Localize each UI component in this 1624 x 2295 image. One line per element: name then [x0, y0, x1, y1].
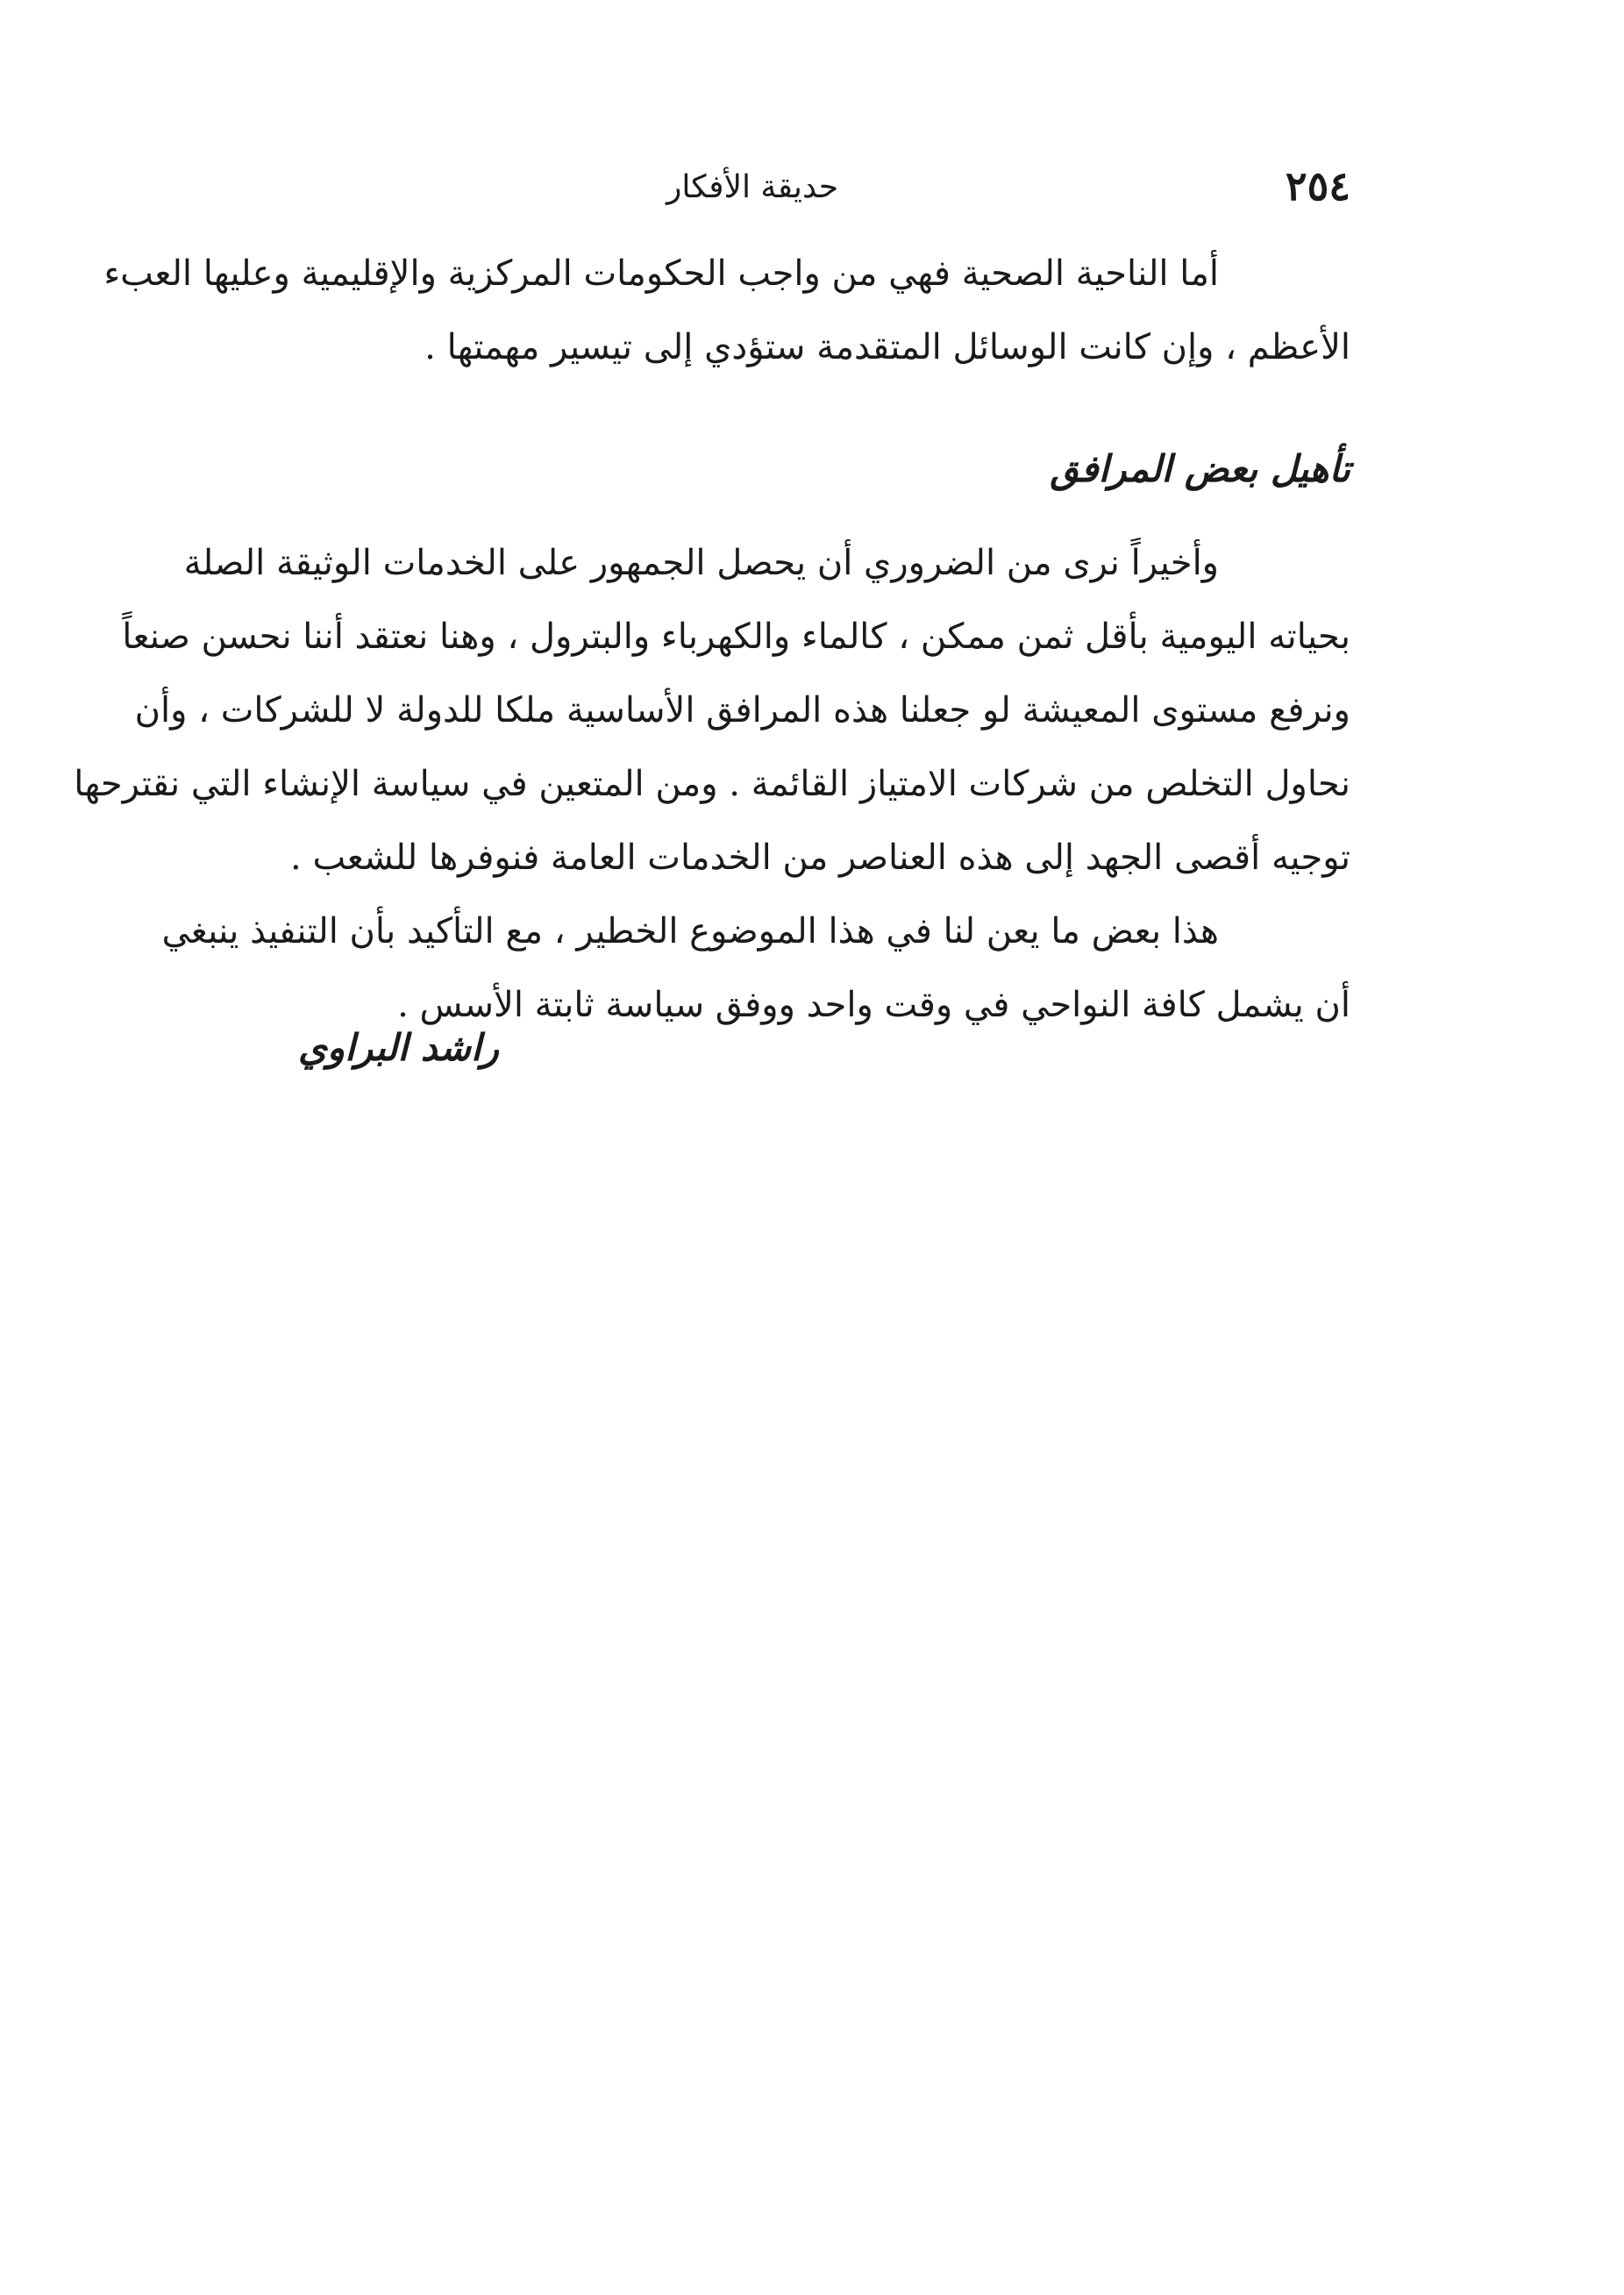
page-header	[210, 162, 1350, 224]
page-number: ٢٥٤	[1285, 162, 1350, 210]
paragraph-line: هذا بعض ما يعن لنا في هذا الموضوع الخطير ، مع التأكيد بأن التنفيذ ينبغي	[161, 911, 1219, 951]
author-signature: راشد البراوي	[298, 1026, 499, 1069]
running-title: حديقة الأفكار	[666, 169, 839, 205]
paragraph-line: بحياته اليومية بأقل ثمن ممكن ، كالماء والكهرباء والبترول ، وهنا نعتقد أننا نحسن صنعاً	[122, 617, 1350, 657]
paragraph-line: أن يشمل كافة النواحي في وقت واحد ووفق سياسة ثابتة الأسس .	[397, 985, 1350, 1025]
paragraph-line: وأخيراً نرى من الضروري أن يحصل الجمهور على الخدمات الوثيقة الصلة	[183, 543, 1219, 583]
paragraph-line: الأعظم ، وإن كانت الوسائل المتقدمة ستؤدي إلى تيسير مهمتها .	[424, 327, 1350, 367]
paragraph-utilities	[74, 526, 1350, 1042]
section-heading: تأهيل بعض المرافق	[1050, 447, 1350, 490]
paragraph-line: أما الناحية الصحية فهي من واجب الحكومات المركزية والإقليمية وعليها العبء	[103, 253, 1219, 294]
paragraph-line: توجيه أقصى الجهد إلى هذه العناصر من الخدمات العامة فنوفرها للشعب .	[290, 837, 1350, 878]
paragraph-line: نحاول التخلص من شركات الامتياز القائمة . ومن المتعين في سياسة الإنشاء التي نقترحها	[74, 764, 1350, 804]
paragraph-line: ونرفع مستوى المعيشة لو جعلنا هذه المرافق الأساسية ملكا للدولة لا للشركات ، وأن	[134, 690, 1350, 731]
paragraph-health	[103, 237, 1350, 384]
